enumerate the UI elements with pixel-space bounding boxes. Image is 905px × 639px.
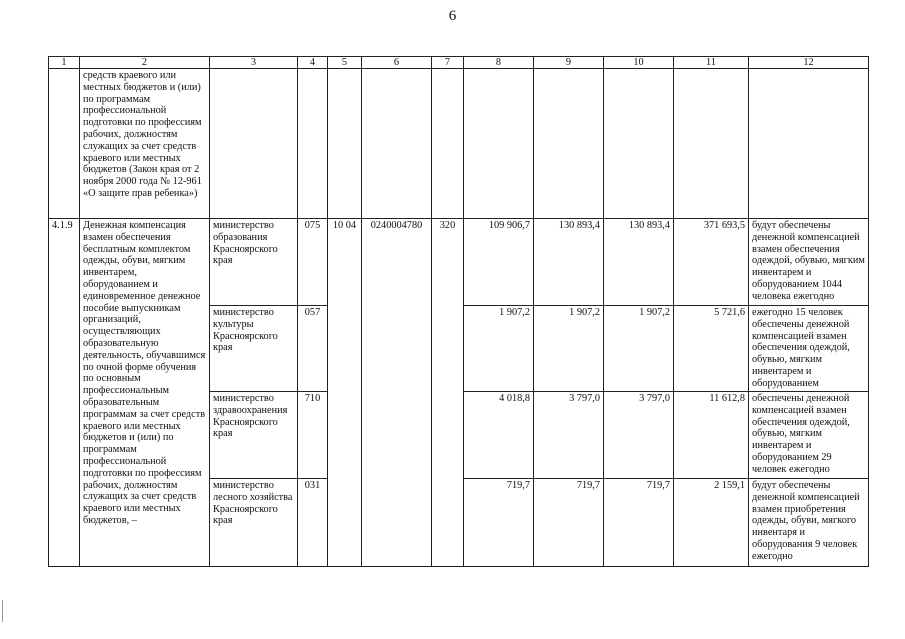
page-number: 6 [448,8,457,24]
table-cell [432,69,464,219]
table-cell [298,69,328,219]
table-cell [749,69,869,219]
table-cell [328,69,362,219]
amount-year-2: 1 907,2 [534,306,604,392]
amount-year-2: 130 893,4 [534,219,604,306]
header-cell: 11 [674,57,749,69]
table-row [49,219,869,306]
amount-total: 2 159,1 [674,479,749,567]
header-cell: 6 [362,57,432,69]
ministry-code: 057 [298,306,328,392]
header-cell: 12 [749,57,869,69]
expected-result: ежегодно 15 человек обеспечены денежной компенсацией взамен обеспечения одеждой, обувью, мягким инвентарем и оборудованием [749,306,869,392]
expected-result: будут обеспечены денежной компенсацией взамен приобретения одежды, обуви, мягкого инвентаря и оборудования 9 человек ежегодно [749,479,869,567]
amount-year-1: 4 018,8 [464,392,534,479]
header-cell: 2 [80,57,210,69]
ministry-code: 075 [298,219,328,306]
continuation-description: средств краевого или местных бюджетов и (или) по программам профессиональной подготовки по профессиям рабочих, должностям служащих за счет средств краевого или местных бюджетов (Закон края от 2 ноября 2000 года № 12-961 «О защите прав ребенка») [80,69,210,219]
ministry-name: министерство здравоохранения Красноярского края [210,392,298,479]
amount-total: 371 693,5 [674,219,749,306]
table-cell [49,69,80,219]
section-code: 10 04 [328,219,362,567]
header-cell: 9 [534,57,604,69]
amount-year-1: 1 907,2 [464,306,534,392]
expected-result: обеспечены денежной компенсацией взамен обеспечения одеждой, обувью, мягким инвентарем и оборудованием 29 человек ежегодно [749,392,869,479]
amount-year-2: 719,7 [534,479,604,567]
table-cell [210,69,298,219]
expected-result: будут обеспечены денежной компенсацией взамен обеспечения одеждой, обувью, мягким инвентарем и оборудованием 1044 человека ежегодно [749,219,869,306]
header-cell: 7 [432,57,464,69]
amount-year-3: 3 797,0 [604,392,674,479]
table-cell [464,69,534,219]
header-cell: 4 [298,57,328,69]
item-number: 4.1.9 [49,219,80,567]
amount-total: 5 721,6 [674,306,749,392]
header-cell: 10 [604,57,674,69]
ministry-code: 710 [298,392,328,479]
header-row [49,57,869,69]
table-cell [362,69,432,219]
expense-type: 320 [432,219,464,567]
header-cell: 1 [49,57,80,69]
header-cell: 5 [328,57,362,69]
table-cell [534,69,604,219]
target-code: 0240004780 [362,219,432,567]
amount-total: 11 612,8 [674,392,749,479]
ministry-name: министерство культуры Красноярского края [210,306,298,392]
continuation-row [49,69,869,219]
scan-margin-line [2,600,3,622]
ministry-code: 031 [298,479,328,567]
table-cell [604,69,674,219]
budget-table [48,56,869,567]
amount-year-3: 719,7 [604,479,674,567]
amount-year-3: 130 893,4 [604,219,674,306]
header-cell: 3 [210,57,298,69]
amount-year-1: 719,7 [464,479,534,567]
amount-year-1: 109 906,7 [464,219,534,306]
ministry-name: министерство образования Красноярского края [210,219,298,306]
amount-year-3: 1 907,2 [604,306,674,392]
amount-year-2: 3 797,0 [534,392,604,479]
table-cell [674,69,749,219]
header-cell: 8 [464,57,534,69]
ministry-name: министерство лесного хозяйства Красноярского края [210,479,298,567]
item-description: Денежная компенсация взамен обеспечения бесплатным комплектом одежды, обуви, мягким инвентарем, оборудованием и единовременное денежное пособие выпускникам организаций, осуществляющих образовательную деятельность, обучавшимся по очной форме обучения по основным профессиональным образовательным программам за счет средств краевого или местных бюджетов и (или) по программам профессиональной подготовки по профессиям рабочих, должностям служащих за счет средств краевого или местных бюджетов, – [80,219,210,567]
